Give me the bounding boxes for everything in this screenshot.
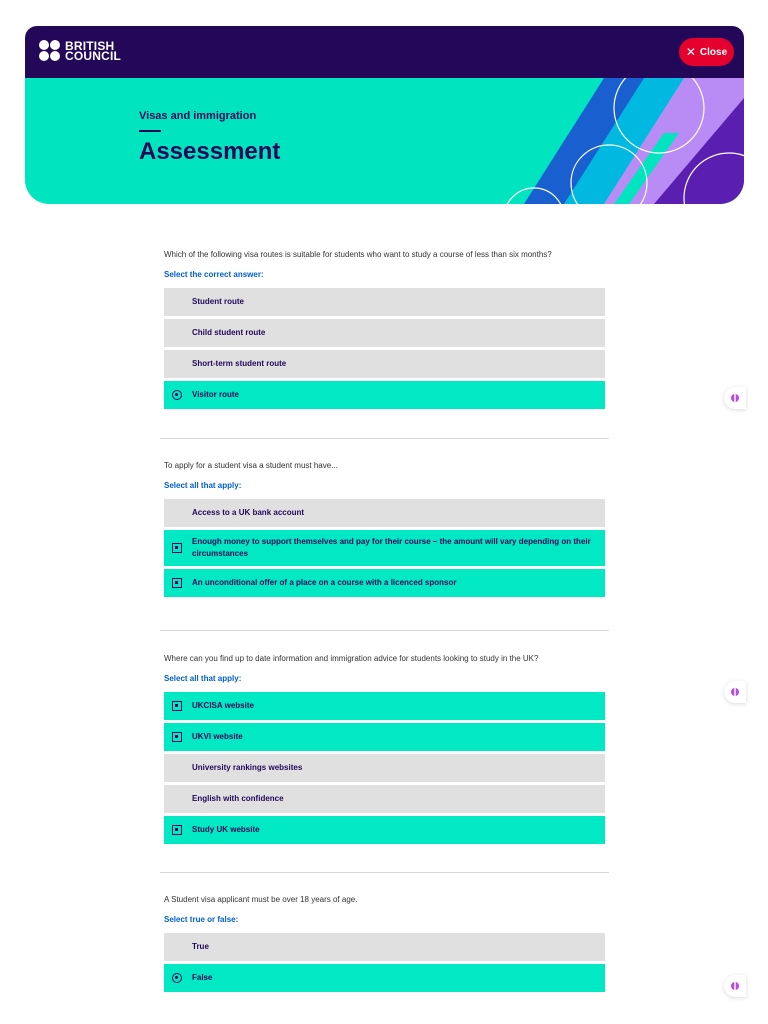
- option-label: Short-term student route: [192, 359, 287, 368]
- accessibility-widget-button[interactable]: [724, 975, 746, 997]
- answer-option[interactable]: [164, 754, 605, 782]
- answer-options: [164, 933, 605, 992]
- accessibility-widget-icon: [730, 981, 740, 991]
- question-text: A Student visa applicant must be over 18 years of age.: [164, 895, 358, 904]
- checkbox-icon: [172, 825, 182, 835]
- question-divider: [160, 872, 609, 873]
- radio-icon: [172, 973, 182, 983]
- answer-option-selected[interactable]: [164, 569, 605, 597]
- answer-option[interactable]: [164, 288, 605, 316]
- option-label: Study UK website: [192, 825, 260, 834]
- answer-option[interactable]: [164, 350, 605, 378]
- logo-dots-icon: [39, 40, 61, 62]
- answer-options: [164, 288, 605, 409]
- question-text: Which of the following visa routes is suitable for students who want to study a course of less than six months?: [164, 250, 552, 259]
- accessibility-widget-button[interactable]: [724, 387, 746, 409]
- question-3: [164, 654, 605, 847]
- option-label: An unconditional offer of a place on a course with a licenced sponsor: [192, 578, 457, 587]
- question-2: [164, 461, 605, 600]
- radio-icon: [172, 390, 182, 400]
- checkbox-icon: [172, 732, 182, 742]
- kicker-divider: [139, 130, 161, 132]
- option-label: Child student route: [192, 328, 266, 337]
- option-label: False: [192, 973, 213, 982]
- close-icon: ✕: [685, 45, 696, 59]
- page-title: Assessment: [139, 138, 281, 165]
- option-label: Access to a UK bank account: [192, 508, 305, 517]
- accessibility-widget-button[interactable]: [724, 681, 746, 703]
- question-instruction: Select the correct answer:: [164, 270, 264, 279]
- answer-option-selected[interactable]: [164, 964, 605, 992]
- banner-decoration: [414, 78, 744, 204]
- hero-banner: [25, 78, 744, 204]
- question-text: To apply for a student visa a student must have...: [164, 461, 338, 470]
- close-label: Close: [699, 46, 728, 58]
- option-label: University rankings websites: [192, 763, 303, 772]
- accessibility-widget-icon: [730, 687, 740, 697]
- option-label: True: [192, 942, 209, 951]
- question-1: [164, 250, 605, 412]
- british-council-logo[interactable]: [39, 40, 121, 62]
- answer-options: [164, 499, 605, 597]
- question-text: Where can you find up to date information and immigration advice for students looking to study in the UK?: [164, 654, 539, 663]
- answer-option-selected[interactable]: [164, 816, 605, 844]
- option-label: Visitor route: [192, 390, 239, 399]
- answer-option[interactable]: [164, 319, 605, 347]
- checkbox-icon: [172, 578, 182, 588]
- option-label: Student route: [192, 297, 244, 306]
- question-divider: [160, 438, 609, 439]
- logo-line-2: COUNCIL: [65, 49, 122, 63]
- question-instruction: Select all that apply:: [164, 481, 242, 490]
- answer-options: [164, 692, 605, 844]
- question-instruction: Select true or false:: [164, 915, 239, 924]
- section-kicker: Visas and immigration: [139, 110, 257, 122]
- answer-option-selected[interactable]: [164, 692, 605, 720]
- answer-option-selected[interactable]: [164, 530, 605, 566]
- option-label: English with confidence: [192, 794, 284, 803]
- question-4: [164, 895, 605, 995]
- accessibility-widget-icon: [730, 393, 740, 403]
- option-label: UKCISA website: [192, 701, 254, 710]
- checkbox-icon: [172, 543, 182, 553]
- close-button[interactable]: [679, 38, 734, 66]
- option-label: UKVI website: [192, 732, 243, 741]
- logo-line-1: BRITISH: [65, 39, 115, 53]
- question-instruction: Select all that apply:: [164, 674, 242, 683]
- answer-option-selected[interactable]: [164, 723, 605, 751]
- answer-option[interactable]: [164, 785, 605, 813]
- option-label: Enough money to support themselves and pay for their course – the amount will vary depending on their circumstances: [192, 537, 591, 558]
- top-bar: [25, 26, 744, 78]
- answer-option[interactable]: [164, 933, 605, 961]
- question-divider: [160, 630, 609, 631]
- answer-option-selected[interactable]: [164, 381, 605, 409]
- answer-option[interactable]: [164, 499, 605, 527]
- checkbox-icon: [172, 701, 182, 711]
- logo-text: [65, 41, 121, 61]
